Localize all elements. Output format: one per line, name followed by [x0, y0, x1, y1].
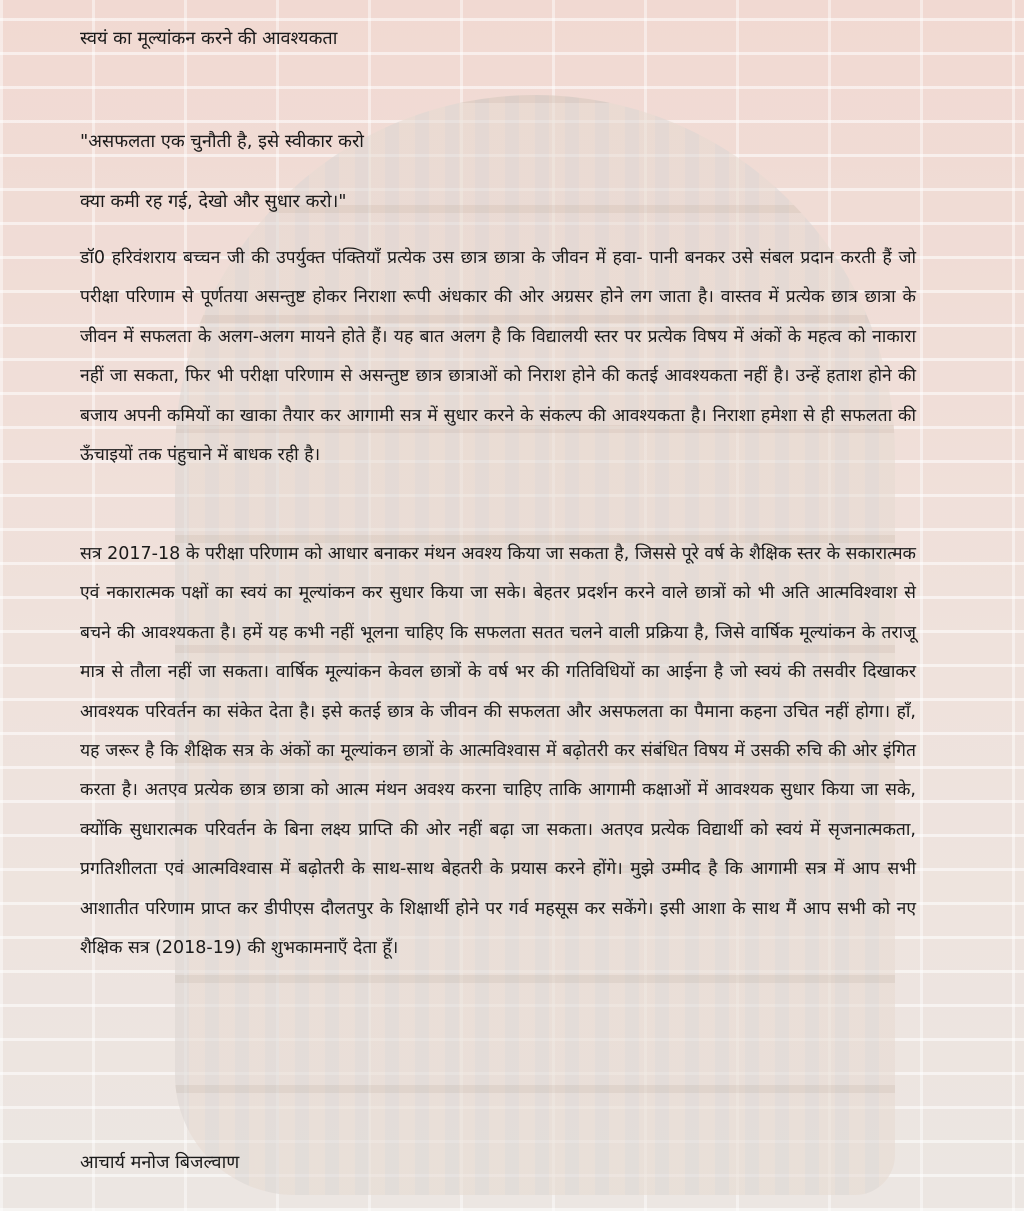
author-signature: आचार्य मनोज बिजल्वाण	[80, 1152, 240, 1173]
body-paragraph-1: डॉ0 हरिवंशराय बच्चन जी की उपर्युक्त पंक्तियाँ प्रत्येक उस छात्र छात्रा के जीवन में हवा- पानी बनकर उसे संबल प्रदान करती हैं जो परीक्षा परिणाम से पूर्णतया असन्तुष्ट होकर निराशा रूपी अंधकार की ओर अग्रसर होने लग जाता है। वास्तव में प्रत्येक छात्र छात्रा के जीवन में सफलता के अलग-अलग मायने होते हैं। यह बात अलग है कि विद्यालयी स्तर पर प्रत्येक विषय में अंकों के महत्व को नाकारा नहीं जा सकता, फिर भी परीक्षा परिणाम से असन्तुष्ट छात्र छात्राओं को निराश होने की कतई आवश्यकता नहीं है। उन्हें हताश होने की बजाय अपनी कमियों का खाका तैयार कर आगामी सत्र में सुधार करने के संकल्प की आवश्यकता है। निराशा हमेशा से ही सफलता की ऊँचाइयों तक पंहुचाने में बाधक रही है।	[80, 248, 916, 466]
document-title: स्वयं का मूल्यांकन करने की आवश्यकता	[80, 28, 338, 49]
body-paragraph-2: सत्र 2017-18 के परीक्षा परिणाम को आधार बनाकर मंथन अवश्य किया जा सकता है, जिससे पूरे वर्ष के शैक्षिक स्तर के सकारात्मक एवं नकारात्मक पक्षों का स्वयं का मूल्यांकन कर सुधार किया जा सके। बेहतर प्रदर्शन करने वाले छात्रों को भी अति आत्मविश्वाश से बचने की आवश्यकता है। हमें यह कभी नहीं भूलना चाहिए कि सफलता सतत चलने वाली प्रक्रिया है, जिसे वार्षिक मूल्यांकन के तराजू मात्र से तौला नहीं जा सकता। वार्षिक मूल्यांकन केवल छात्रों के वर्ष भर की गतिविधियों का आईना है जो स्वयं की तसवीर दिखाकर आवश्यक परिवर्तन का संकेत देता है। इसे कतई छात्र के जीवन की सफलता और असफलता का पैमाना कहना उचित नहीं होगा। हाँ, यह जरूर है कि शैक्षिक सत्र के अंकों का मूल्यांकन छात्रों के आत्मविश्वास में बढ़ोतरी कर संबंधित विषय में उसकी रुचि की ओर इंगित करता है। अतएव प्रत्येक छात्र छात्रा को आत्म मंथन अवश्य करना चाहिए ताकि आगामी कक्षाओं में आवश्यक सुधार किया जा सके, क्योंकि सुधारात्मक परिवर्तन के बिना लक्ष्य प्राप्ति की ओर नहीं बढ़ा जा सकता। अतएव प्रत्येक विद्यार्थी को स्वयं में सृजनात्मकता, प्रगतिशीलता एवं आत्मविश्वास में बढ़ोतरी के साथ-साथ बेहतरी के प्रयास करने होंगे। मुझे उम्मीद है कि आगामी सत्र में आप सभी आशातीत परिणाम प्राप्त कर डीपीएस दौलतपुर के शिक्षार्थी होने पर गर्व महसूस कर सकेंगे। इसी आशा के साथ मैं आप सभी को नए शैक्षिक सत्र (2018-19) की शुभकामनाएँ देता हूँ।	[80, 544, 916, 959]
quote-line-2: क्या कमी रह गई, देखो और सुधार करो।"	[80, 191, 347, 212]
quote-line-1: "असफलता एक चुनौती है, इसे स्वीकार करो	[80, 131, 364, 152]
